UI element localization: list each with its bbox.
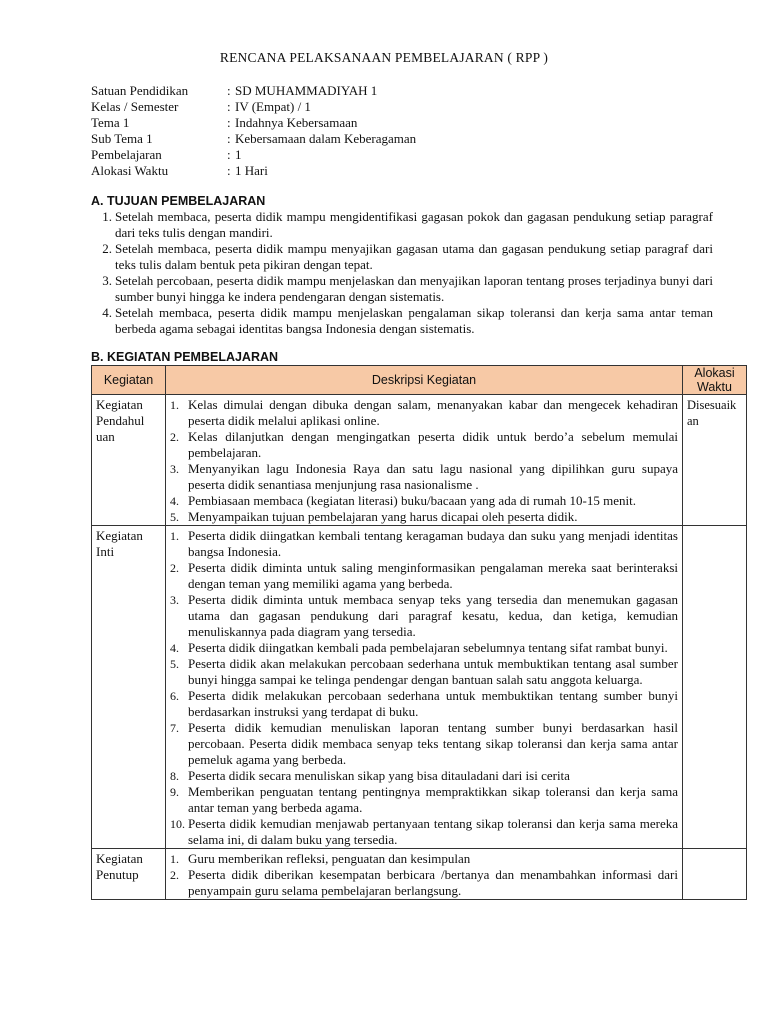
activity-description [166,526,683,849]
section-b-heading: B. KEGIATAN PEMBELAJARAN [91,350,279,364]
step-text: Peserta didik diminta untuk membaca senyap teks yang tersedia dan menemukan gagasan utama dan gagasan pendukung dari paragraf kesatu, kedua, dan ketiga, kemudian menuliskannya pada diagram yang tersedia. [188,592,678,639]
list-item [170,592,678,640]
list-item [170,461,678,493]
goal-number: 1. [102,209,112,224]
meta-row [91,131,416,147]
meta-colon: : [227,99,231,114]
step-text: Peserta didik diminta untuk saling menginformasikan pengalaman mereka saat berinteraksi dengan teman yang memiliki agama yang berbeda. [188,560,678,591]
meta-label: Sub Tema 1 [91,131,153,146]
step-number: 2. [170,430,179,444]
meta-row [91,99,416,115]
activity-allocation: Disesuaik an [683,395,747,526]
step-number: 5. [170,510,179,524]
goal-text: Setelah membaca, peserta didik mampu menjelaskan pengalaman sikap toleransi dan kerja sama antar teman berbeda agama sebagai identitas bangsa Indonesia dengan sistematis. [115,305,713,336]
step-text: Memberikan penguatan tentang pentingnya mempraktikkan sikap toleransi dan kerja sama antar teman yang berbeda agama. [188,784,678,815]
step-number: 4. [170,641,179,655]
meta-value: IV (Empat) / 1 [235,99,311,114]
step-text: Peserta didik akan melakukan percobaan sederhana untuk membuktikan tentang asal sumber bunyi hingga sampai ke telinga pendengar dengan bantuan salah satu anggota keluarga. [188,656,678,687]
meta-label: Pembelajaran [91,147,162,162]
step-number: 6. [170,689,179,703]
list-item [170,720,678,768]
activity-table [91,365,747,900]
list-item [170,509,678,525]
list-item [170,429,678,461]
meta-value: Indahnya Kebersamaan [235,115,358,130]
goal-text: Setelah membaca, peserta didik mampu menyajikan gagasan utama dan gagasan pendukung setiap paragraf dari teks tulis dalam bentuk peta pikiran dengan tepat. [115,241,713,272]
table-row [92,526,747,849]
step-text: Kelas dimulai dengan dibuka dengan salam, menanyakan kabar dan mengecek kehadiran peserta didik melalui aplikasi online. [188,397,678,428]
list-item [170,816,678,848]
list-item [170,493,678,509]
step-text: Pembiasaan membaca (kegiatan literasi) buku/bacaan yang ada di rumah 10-15 menit. [188,493,636,508]
step-number: 1. [170,529,179,543]
activity-name: Kegiatan Inti [92,526,166,849]
meta-row [91,115,416,131]
meta-colon: : [227,115,231,130]
table-row [92,395,747,526]
section-tujuan [91,193,713,337]
activity-allocation [683,526,747,849]
step-text: Menyampaikan tujuan pembelajaran yang harus dicapai oleh peserta didik. [188,509,578,524]
step-text: Peserta didik melakukan percobaan sederhana untuk membuktikan tentang sumber bunyi berdasarkan instruksi yang terdapat di buku. [188,688,678,719]
goal-number: 4. [102,305,112,320]
list-item [170,397,678,429]
step-number: 4. [170,494,179,508]
activity-description [166,849,683,900]
header-deskripsi: Deskripsi Kegiatan [166,366,683,395]
step-number: 9. [170,785,179,799]
activity-name: Kegiatan Penutup [92,849,166,900]
meta-row [91,147,416,163]
step-number: 1. [170,852,179,866]
step-text: Peserta didik diingatkan kembali tentang keragaman budaya dan suku yang menjadi identitas bangsa Indonesia. [188,528,678,559]
goal-item [91,241,713,273]
activity-description [166,395,683,526]
list-item [170,768,678,784]
step-text: Guru memberikan refleksi, penguatan dan kesimpulan [188,851,471,866]
meta-label: Alokasi Waktu [91,163,169,178]
step-number: 3. [170,462,179,476]
identity-block [91,83,416,179]
step-number: 2. [170,561,179,575]
goal-list [91,209,713,337]
table-header-row [92,366,747,395]
step-text: Peserta didik secara menuliskan sikap yang bisa ditauladani dari isi cerita [188,768,570,783]
list-item [170,784,678,816]
meta-row [91,163,416,179]
list-item [170,867,678,899]
goal-item [91,305,713,337]
step-text: Peserta didik diberikan kesempatan berbicara /bertanya dan menambahkan informasi dari penyampain guru selama pembelajaran berlangsung. [188,867,678,898]
goal-item [91,273,713,305]
goal-text: Setelah percobaan, peserta didik mampu menjelaskan dan menyajikan laporan tentang proses terjadinya bunyi dari sumber bunyi hingga ke indera pendengaran dengan sistematis. [115,273,713,304]
header-alokasi: Alokasi Waktu [683,366,747,395]
document-title: RENCANA PELAKSANAAN PEMBELAJARAN ( RPP ) [219,50,549,65]
meta-value: 1 [235,147,242,162]
meta-colon: : [227,147,231,162]
list-item [170,560,678,592]
goal-text: Setelah membaca, peserta didik mampu mengidentifikasi gagasan pokok dan gagasan pendukung setiap paragraf dari teks tulis dengan mandiri. [115,209,713,240]
step-text: Kelas dilanjutkan dengan mengingatkan peserta didik untuk berdo’a sebelum memulai pembelajaran. [188,429,678,460]
meta-row [91,83,416,99]
step-number: 5. [170,657,179,671]
meta-value: SD MUHAMMADIYAH 1 [235,83,378,98]
step-text: Menyanyikan lagu Indonesia Raya dan satu lagu nasional yang dipilihkan guru supaya peserta didik senantiasa menjunjung rasa nasionalisme . [188,461,678,492]
goal-number: 3. [102,273,112,288]
meta-label: Kelas / Semester [91,99,179,114]
step-number: 10. [170,817,185,831]
step-number: 1. [170,398,179,412]
meta-colon: : [227,83,231,98]
table-row [92,849,747,900]
list-item [170,656,678,688]
step-number: 8. [170,769,179,783]
list-item [170,528,678,560]
section-a-heading: A. TUJUAN PEMBELAJARAN [91,194,266,208]
meta-colon: : [227,131,231,146]
goal-item [91,209,713,241]
list-item [170,688,678,720]
step-number: 3. [170,593,179,607]
meta-label: Satuan Pendidikan [91,83,189,98]
step-text: Peserta didik kemudian menjawab pertanyaan tentang sikap toleransi dan kerja sama mereka selama ini, di dalam buku yang tersedia. [188,816,678,847]
meta-label: Tema 1 [91,115,130,130]
list-item [170,851,678,867]
step-text: Peserta didik diingatkan kembali pada pembelajaran sebelumnya tentang sifat rambat bunyi. [188,640,668,655]
table-body [92,395,747,900]
meta-value: 1 Hari [235,163,268,178]
step-number: 2. [170,868,179,882]
step-number: 7. [170,721,179,735]
header-kegiatan: Kegiatan [92,366,166,395]
step-text: Peserta didik kemudian menuliskan laporan tentang sumber bunyi berdasarkan hasil percobaan. Peserta didik membaca senyap teks tentang sikap toleransi dan kerja sama antar pemeluk agama yang berbeda. [188,720,678,767]
meta-colon: : [227,163,231,178]
activity-name: Kegiatan Pendahul uan [92,395,166,526]
meta-value: Kebersamaan dalam Keberagaman [235,131,417,146]
activity-allocation [683,849,747,900]
list-item [170,640,678,656]
goal-number: 2. [102,241,112,256]
